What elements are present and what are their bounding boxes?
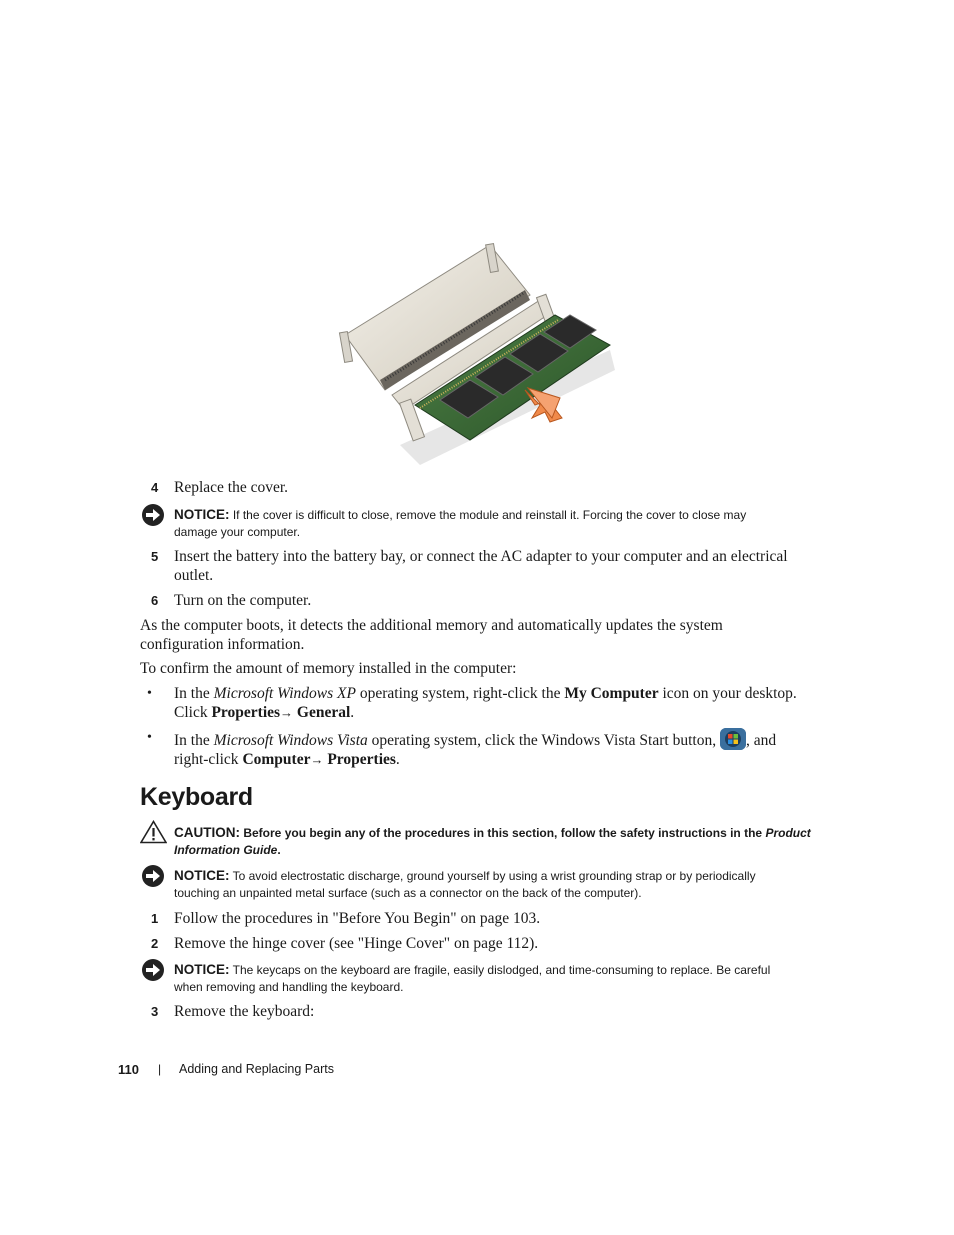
step-text-line: outlet. (174, 567, 214, 584)
step-text: Remove the hinge cover (see "Hinge Cover" on page 112). (174, 935, 539, 952)
text-run: operating system, right-click the (355, 685, 565, 702)
text-run: In the (174, 685, 214, 702)
footer-separator: | (158, 1062, 162, 1076)
notice-block (174, 961, 824, 996)
my-computer-label: My Computer (564, 685, 659, 702)
windows-start-button-icon (720, 728, 746, 750)
arrow-icon: → (280, 705, 294, 720)
notice-text: To avoid electrostatic discharge, ground yourself by using a wrist grounding strap or by periodically (232, 869, 756, 883)
properties-label: Properties (323, 751, 396, 768)
footer-section-title: Adding and Replacing Parts (179, 1062, 334, 1076)
text-run: . (395, 751, 400, 768)
notice-label: NOTICE: (174, 868, 230, 883)
notice-label: NOTICE: (174, 507, 230, 522)
notice-block (174, 506, 814, 541)
notice-icon (141, 864, 165, 888)
step-text-line: Insert the battery into the battery bay, or connect the AC adapter to your computer and an electrical (174, 548, 788, 565)
text-run: . (350, 704, 355, 721)
computer-label: Computer (242, 751, 311, 768)
step-number: 4 (151, 480, 159, 495)
notice-icon (141, 503, 165, 527)
section-heading: Keyboard (140, 783, 253, 811)
bullet-icon: • (147, 686, 152, 701)
step-text: Remove the keyboard: (174, 1003, 315, 1020)
notice-text: damage your computer. (174, 525, 301, 539)
paragraph-line: configuration information. (140, 636, 305, 653)
body-paragraph (140, 616, 820, 654)
caution-text: Before you begin any of the procedures in this section, follow the safety instructions in the (243, 826, 763, 840)
bullet-item (174, 728, 854, 769)
notice-text: touching an unpainted metal surface (such as a connector on the back of the computer). (174, 886, 642, 900)
notice-text: If the cover is difficult to close, remove the module and reinstall it. Forcing the cover to close may (232, 508, 747, 522)
step-number: 6 (151, 593, 159, 608)
caution-text: . (277, 843, 281, 857)
notice-text: when removing and handling the keyboard. (174, 980, 404, 994)
text-run: right-click (174, 751, 243, 768)
notice-label: NOTICE: (174, 962, 230, 977)
arrow-icon: → (310, 752, 324, 767)
os-name: Microsoft Windows Vista (213, 732, 368, 749)
caution-text-italic: Information Guide (174, 843, 278, 857)
paragraph-line: As the computer boots, it detects the additional memory and automatically updates the system (140, 617, 723, 634)
step-number: 1 (151, 911, 159, 926)
bullet-item (174, 684, 834, 722)
general-label: General (293, 704, 351, 721)
os-name: Microsoft Windows XP (213, 685, 356, 702)
caution-label: CAUTION: (174, 825, 240, 840)
text-run: In the (174, 732, 214, 749)
page-number: 110 (118, 1062, 139, 1077)
properties-label: Properties (211, 704, 281, 721)
body-paragraph: To confirm the amount of memory installed in the computer: (140, 660, 517, 677)
step-number: 5 (151, 549, 159, 564)
notice-block (174, 867, 814, 902)
step-number: 3 (151, 1004, 159, 1019)
caution-text-italic: Product (765, 826, 811, 840)
notice-text: The keycaps on the keyboard are fragile, easily dislodged, and time-consuming to replace. Be careful (232, 963, 771, 977)
step-text: Follow the procedures in "Before You Begin" on page 103. (174, 910, 541, 927)
caution-icon (140, 820, 167, 844)
step-text (174, 547, 834, 585)
bullet-icon: • (147, 730, 152, 745)
text-run: , and (745, 732, 777, 749)
text-run: operating system, click the Windows Vista Start button, (367, 732, 720, 749)
text-run: Click (174, 704, 212, 721)
step-text: Turn on the computer. (174, 592, 312, 609)
memory-module-illustration (330, 240, 620, 470)
caution-block (174, 824, 824, 859)
notice-icon (141, 958, 165, 982)
text-run: icon on your desktop. (658, 685, 797, 702)
step-text: Replace the cover. (174, 479, 289, 496)
step-number: 2 (151, 936, 159, 951)
